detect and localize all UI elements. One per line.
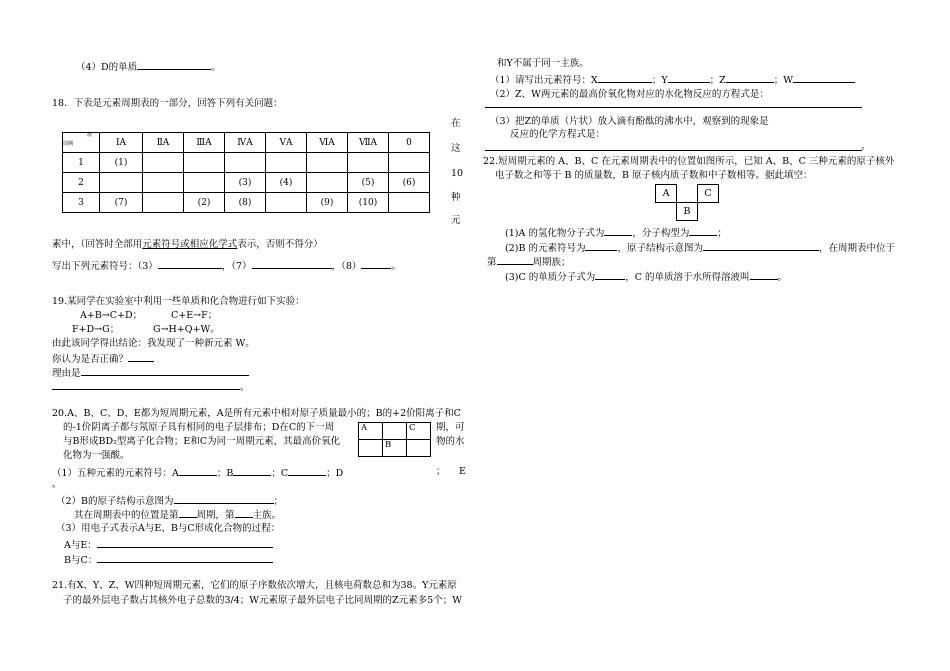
table-cell [389, 153, 430, 173]
side-text: 种 [451, 192, 461, 203]
q18-intro: 18．下表是元素周期表的一部分，回答下列有关问题： [52, 98, 283, 109]
q18-prev-item4: （4）D的单质 。 [76, 62, 221, 73]
table-cell: (6) [389, 173, 430, 193]
period-label: 3 [63, 193, 100, 213]
grid-cell [407, 440, 431, 457]
q22-part2b: 第 周期族； [487, 257, 571, 268]
answer-line [485, 107, 862, 108]
period-label: 2 [63, 173, 100, 193]
table-cell [266, 193, 307, 213]
q18-instruction: 素中，（回答时全部用元素符号或相应化学式表示，否则不得分） [52, 239, 323, 250]
q19-ask: 你认为是否正确？ [52, 352, 154, 366]
table-cell: (4) [266, 173, 307, 193]
table-cell [307, 153, 348, 173]
q20-line: 20.A、B、C、D、E都为短周期元素，A是所有元素中相对原子质量最小的；B的+2价阳离子和C [52, 408, 461, 419]
q20-part2: （2）B的原子结构示意图为 ； [56, 496, 284, 507]
q20-position-grid [358, 422, 431, 457]
q21-cont: 和Y不属于同一主族。 [497, 58, 589, 69]
side-text: 10 [451, 168, 464, 179]
table-row [63, 173, 430, 193]
q22-part3: (3)C 的单质分子式为 ，C 的单质溶于水所得溶液叫 。 [505, 272, 788, 283]
q20-line: 物的水 [436, 436, 465, 447]
grid-cell: B [383, 440, 407, 457]
table-cell [389, 193, 430, 213]
q21-part1: （1）请写出元素符号：X ；Y ；Z ；W [490, 73, 855, 87]
q20-line: 化物为一强酸。 [63, 450, 130, 461]
grid-cell: A [656, 185, 677, 203]
table-cell [225, 153, 266, 173]
q18-fill: 写出下列元素符号：（3） ，（7） ，（8） 。 [52, 261, 401, 272]
q20-part3: （3）用电子式表示A与E、B与C形成化合物的过程： [56, 523, 281, 534]
group-header: ⅢA [184, 133, 225, 153]
q20-part1: （1）五种元素的元素符号：A ；B ；C ；D [52, 468, 344, 479]
table-cell: (7) [100, 193, 143, 213]
grid-cell: C [698, 185, 719, 203]
q21-end: 。 [861, 141, 871, 152]
q19-eq: A+B→C+D； [80, 310, 143, 321]
grid-cell: A [359, 423, 383, 440]
table-cell: (10) [348, 193, 389, 213]
side-text: 元 [451, 215, 461, 226]
table-cell [348, 153, 389, 173]
q20-part2b: 其在周期表中的位置是第 周期，第 主族。 [74, 510, 282, 521]
table-row [63, 193, 430, 213]
table-cell: (3) [225, 173, 266, 193]
q20-part3a: A与E： [64, 538, 273, 552]
q19-intro: 19.某同学在实验室中利用一些单质和化合物进行如下实验： [52, 296, 305, 307]
table-cell [143, 173, 184, 193]
grid-cell: B [677, 203, 698, 221]
q22-line: 22.短周期元素的 A、B、C 在元素周期表中的位置如图所示，已知 A、B、C 三种元素的原子核外 [483, 156, 895, 167]
grid-cell [698, 203, 719, 221]
group-header: ⅥA [307, 133, 348, 153]
q22-part2: (2)B 的元素符号为 ，原子结构示意图为 ，在周期表中位于 [505, 243, 895, 254]
table-cell: (9) [307, 193, 348, 213]
q22-part1: (1)A 的氢化物分子式为 ，分子构型为 ； [505, 228, 727, 239]
table-cell [184, 153, 225, 173]
q19-eq: C+E→F； [171, 310, 218, 321]
q21-line: 21.有X、Y、Z、W四种短周期元素，它们的原子序数依次增大，且核电荷数总和为38。Y元素原 [52, 580, 457, 591]
q20-part1-e: E [459, 466, 466, 477]
q22-line: 电子数之和等于 B 的质量数，B 原子核内质子数和中子数相等。据此填空： [495, 170, 813, 181]
table-cell [100, 173, 143, 193]
q19-eq: F+D→G； [72, 324, 120, 335]
q19-conclusion: 由此该同学得出结论：我发现了一种新元素 W。 [52, 338, 255, 349]
table-cell: (2) [184, 193, 225, 213]
q20-line: 的-1价阴离子都与氖原子具有相同的电子层排布；D在C的下一周 [63, 422, 335, 433]
q19-eq: G→H+Q+W。 [153, 324, 220, 335]
table-cell: (1) [100, 153, 143, 173]
table-cell [143, 193, 184, 213]
grid-cell [383, 423, 407, 440]
q20-part1-semi: ； [436, 466, 446, 477]
q20-part1-end: 。 [52, 479, 62, 490]
answer-line [485, 150, 862, 151]
q21-line: 子的最外层电子数占其核外电子总数的3/4；W元素原子最外层电子比同周期的Z元素多5个；W [63, 595, 462, 606]
group-header: ⅣA [225, 133, 266, 153]
group-header: ⅤA [266, 133, 307, 153]
grid-cell [656, 203, 677, 221]
side-text: 在 [451, 118, 461, 129]
group-header: ⅦA [348, 133, 389, 153]
q20-line: 与B形成BD₂型离子化合物；E和C为同一周期元素，其最高价氧化 [63, 436, 341, 447]
group-header: 0 [389, 133, 430, 153]
table-corner: 族 周期 [63, 133, 100, 153]
grid-cell [359, 440, 383, 457]
q19-reason: 理由是 [52, 366, 249, 380]
period-label: 1 [63, 153, 100, 173]
table-cell [266, 153, 307, 173]
q20-line: 期，可 [436, 422, 465, 433]
table-row [63, 153, 430, 173]
q21-part2: （2）Z、W两元素的最高价氧化物对应的水化物反应的方程式是： [490, 89, 769, 100]
grid-cell: C [407, 423, 431, 440]
table-cell [307, 173, 348, 193]
table-cell [184, 173, 225, 193]
periodic-table [62, 132, 430, 213]
group-header: ⅠA [100, 133, 143, 153]
grid-cell [677, 185, 698, 203]
q22-position-grid [655, 184, 719, 221]
side-text: 这 [451, 143, 461, 154]
table-cell [143, 153, 184, 173]
q21-part3: （3）把Z的单质（片状）放入滴有酚酞的沸水中，观察到的现象是 [490, 116, 769, 127]
group-header: ⅡA [143, 133, 184, 153]
q20-part3b: B与C： [64, 553, 273, 567]
table-cell: (5) [348, 173, 389, 193]
q19-reason-line: 。 [52, 380, 250, 394]
q21-part3b: 反应的化学方程式是： [510, 129, 606, 140]
table-cell: (8) [225, 193, 266, 213]
